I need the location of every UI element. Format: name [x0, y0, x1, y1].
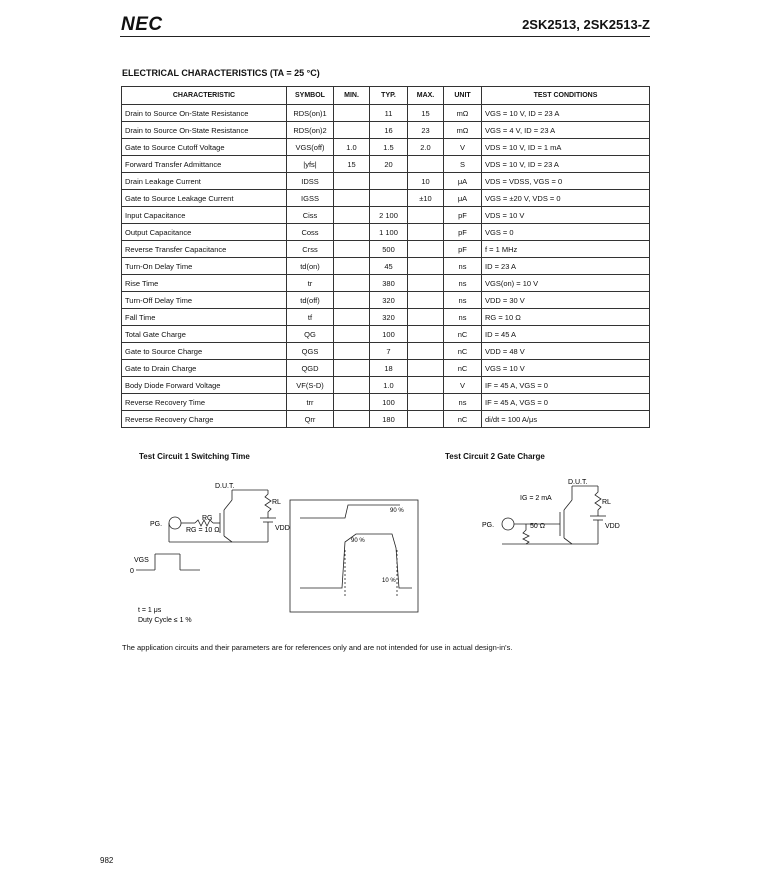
switching-time-circuit — [120, 470, 420, 630]
table-cell-typ: 20 — [370, 156, 408, 173]
table-cell-sym: td(on) — [287, 258, 334, 275]
table-row — [122, 326, 650, 343]
table-cell-max — [408, 394, 444, 411]
table-cell-min — [334, 343, 370, 360]
table-cell-max — [408, 292, 444, 309]
rl-label: RL — [272, 499, 281, 506]
table-cell-typ: 7 — [370, 343, 408, 360]
table-cell-min — [334, 394, 370, 411]
table-cell-cond: VGS = 0 — [482, 224, 650, 241]
table-cell-sym: VF(S-D) — [287, 377, 334, 394]
table-cell-unit: pF — [444, 224, 482, 241]
table-row — [122, 343, 650, 360]
table-header-row — [122, 87, 650, 105]
table-cell-max — [408, 360, 444, 377]
table-cell-min — [334, 224, 370, 241]
table-row — [122, 105, 650, 122]
table-cell-char: Gate to Drain Charge — [122, 360, 287, 377]
dut-label: D.U.T. — [568, 479, 588, 486]
table-row — [122, 207, 650, 224]
table-cell-unit: V — [444, 377, 482, 394]
table-cell-unit: ns — [444, 292, 482, 309]
table-cell-typ: 11 — [370, 105, 408, 122]
table-cell-unit: mΩ — [444, 122, 482, 139]
table-row — [122, 309, 650, 326]
table-cell-min — [334, 207, 370, 224]
table-cell-max — [408, 207, 444, 224]
table-cell-cond: VGS = 10 V, ID = 23 A — [482, 105, 650, 122]
table-cell-min — [334, 292, 370, 309]
table-row — [122, 122, 650, 139]
pg-label: PG. — [482, 522, 495, 529]
table-cell-unit: V — [444, 139, 482, 156]
table-cell-sym: |yfs| — [287, 156, 334, 173]
table-row — [122, 241, 650, 258]
table-cell-unit: ns — [444, 394, 482, 411]
table-cell-cond: VDD = 30 V — [482, 292, 650, 309]
table-cell-cond: di/dt = 100 A/μs — [482, 411, 650, 428]
table-cell-unit: nC — [444, 326, 482, 343]
table-cell-typ: 380 — [370, 275, 408, 292]
table-cell-sym: Coss — [287, 224, 334, 241]
header-rule — [120, 36, 650, 37]
table-cell-unit: nC — [444, 343, 482, 360]
table-cell-unit: ns — [444, 258, 482, 275]
table-cell-max — [408, 156, 444, 173]
zero-label: 0 — [130, 568, 134, 575]
table-cell-char: Drain to Source On-State Resistance — [122, 122, 287, 139]
table-cell-max — [408, 241, 444, 258]
table-row — [122, 377, 650, 394]
table-cell-min — [334, 309, 370, 326]
table-cell-sym: td(off) — [287, 292, 334, 309]
table-cell-max — [408, 343, 444, 360]
vdd-label: VDD — [275, 525, 290, 532]
table-cell-sym: IGSS — [287, 190, 334, 207]
part-numbers: 2SK2513, 2SK2513-Z — [522, 17, 650, 32]
table-cell-unit: nC — [444, 411, 482, 428]
table-row — [122, 360, 650, 377]
table-cell-cond: ID = 23 A — [482, 258, 650, 275]
vgs-label: VGS — [134, 557, 149, 564]
table-cell-typ: 1.5 — [370, 139, 408, 156]
table-cell-max — [408, 224, 444, 241]
table-cell-typ: 320 — [370, 292, 408, 309]
table-cell-unit: S — [444, 156, 482, 173]
resistor-50-label: 50 Ω — [530, 523, 545, 530]
table-row — [122, 258, 650, 275]
circuit2-title: Test Circuit 2 Gate Charge — [445, 452, 545, 461]
table-cell-cond: VDS = 10 V, ID = 1 mA — [482, 139, 650, 156]
table-cell-char: Drain Leakage Current — [122, 173, 287, 190]
table-cell-cond: IF = 45 A, VGS = 0 — [482, 394, 650, 411]
table-cell-cond: VGS(on) = 10 V — [482, 275, 650, 292]
table-cell-typ: 100 — [370, 394, 408, 411]
pulse-width-label: t = 1 μs — [138, 607, 162, 614]
gate-charge-circuit — [480, 472, 630, 552]
table-cell-typ: 45 — [370, 258, 408, 275]
table-row — [122, 292, 650, 309]
table-cell-sym: QGS — [287, 343, 334, 360]
table-cell-min — [334, 411, 370, 428]
pct-90-label: 90 % — [351, 538, 365, 544]
table-cell-cond: IF = 45 A, VGS = 0 — [482, 377, 650, 394]
electrical-characteristics-table — [121, 86, 650, 428]
table-cell-max — [408, 258, 444, 275]
table-cell-cond: f = 1 MHz — [482, 241, 650, 258]
table-row — [122, 224, 650, 241]
table-cell-min — [334, 326, 370, 343]
table-cell-min — [334, 360, 370, 377]
footnote: The application circuits and their parameters are for references only and are not intended for use in actual design-in's. — [122, 643, 513, 652]
section-title: ELECTRICAL CHARACTERISTICS (TA = 25 °C) — [122, 68, 320, 78]
table-cell-sym: RDS(on)2 — [287, 122, 334, 139]
table-cell-sym: Crss — [287, 241, 334, 258]
table-cell-cond: VDS = 10 V, ID = 23 A — [482, 156, 650, 173]
pulse-generator-symbol — [169, 517, 181, 529]
table-cell-max: ±10 — [408, 190, 444, 207]
rg-value: RG = 10 Ω — [186, 527, 220, 534]
table-cell-min — [334, 105, 370, 122]
table-cell-char: Reverse Transfer Capacitance — [122, 241, 287, 258]
table-cell-cond: VGS = 4 V, ID = 23 A — [482, 122, 650, 139]
table-cell-min — [334, 122, 370, 139]
table-cell-max: 10 — [408, 173, 444, 190]
column-header: TEST CONDITIONS — [482, 87, 650, 105]
table-cell-cond: VDS = 10 V — [482, 207, 650, 224]
table-cell-char: Forward Transfer Admittance — [122, 156, 287, 173]
column-header: UNIT — [444, 87, 482, 105]
table-row — [122, 139, 650, 156]
table-cell-char: Reverse Recovery Time — [122, 394, 287, 411]
table-cell-typ: 320 — [370, 309, 408, 326]
table-cell-char: Turn-On Delay Time — [122, 258, 287, 275]
ig-label: IG = 2 mA — [520, 495, 552, 502]
pct-90-label: 90 % — [390, 508, 404, 514]
table-cell-cond: RG = 10 Ω — [482, 309, 650, 326]
table-cell-typ: 2 100 — [370, 207, 408, 224]
table-cell-min — [334, 173, 370, 190]
table-cell-typ: 100 — [370, 326, 408, 343]
table-cell-typ: 500 — [370, 241, 408, 258]
table-cell-max: 15 — [408, 105, 444, 122]
table-cell-sym: QG — [287, 326, 334, 343]
table-cell-sym: trr — [287, 394, 334, 411]
table-cell-max: 2.0 — [408, 139, 444, 156]
table-cell-typ — [370, 190, 408, 207]
table-cell-sym: tr — [287, 275, 334, 292]
table-cell-cond: VGS = ±20 V, VDS = 0 — [482, 190, 650, 207]
table-cell-sym: VGS(off) — [287, 139, 334, 156]
table-cell-unit: mΩ — [444, 105, 482, 122]
table-row — [122, 156, 650, 173]
table-row — [122, 411, 650, 428]
table-cell-typ: 1.0 — [370, 377, 408, 394]
table-cell-char: Reverse Recovery Charge — [122, 411, 287, 428]
vdd-label: VDD — [605, 523, 620, 530]
table-cell-char: Input Capacitance — [122, 207, 287, 224]
table-cell-unit: ns — [444, 275, 482, 292]
table-row — [122, 173, 650, 190]
table-cell-char: Turn-Off Delay Time — [122, 292, 287, 309]
table-cell-sym: tf — [287, 309, 334, 326]
table-cell-max — [408, 411, 444, 428]
table-cell-max — [408, 377, 444, 394]
table-cell-sym: QGD — [287, 360, 334, 377]
table-cell-cond: VDD = 48 V — [482, 343, 650, 360]
table-cell-max — [408, 275, 444, 292]
column-header: SYMBOL — [287, 87, 334, 105]
table-cell-sym: IDSS — [287, 173, 334, 190]
circuit1-title: Test Circuit 1 Switching Time — [139, 452, 250, 461]
table-cell-min — [334, 275, 370, 292]
table-cell-sym: RDS(on)1 — [287, 105, 334, 122]
column-header: MIN. — [334, 87, 370, 105]
table-cell-unit: ns — [444, 309, 482, 326]
table-cell-sym: Qrr — [287, 411, 334, 428]
pg-label: PG. — [150, 521, 163, 528]
table-cell-typ — [370, 173, 408, 190]
rg-label: RG — [202, 515, 213, 522]
table-cell-char: Gate to Source Cutoff Voltage — [122, 139, 287, 156]
table-cell-char: Total Gate Charge — [122, 326, 287, 343]
duty-cycle-label: Duty Cycle ≤ 1 % — [138, 617, 192, 624]
dut-label: D.U.T. — [215, 483, 235, 490]
column-header: CHARACTERISTIC — [122, 87, 287, 105]
table-cell-min — [334, 190, 370, 207]
table-cell-unit: μA — [444, 190, 482, 207]
table-cell-max — [408, 309, 444, 326]
table-cell-min — [334, 258, 370, 275]
table-cell-unit: pF — [444, 207, 482, 224]
page-number: 982 — [100, 856, 114, 865]
table-cell-cond: VGS = 10 V — [482, 360, 650, 377]
table-cell-char: Gate to Source Charge — [122, 343, 287, 360]
table-cell-cond: VDS = VDSS, VGS = 0 — [482, 173, 650, 190]
table-cell-sym: Ciss — [287, 207, 334, 224]
table-cell-char: Drain to Source On-State Resistance — [122, 105, 287, 122]
rl-label: RL — [602, 499, 611, 506]
table-cell-min — [334, 377, 370, 394]
pulse-generator-symbol — [502, 518, 514, 530]
table-cell-min: 15 — [334, 156, 370, 173]
table-row — [122, 190, 650, 207]
table-cell-char: Gate to Source Leakage Current — [122, 190, 287, 207]
table-cell-typ: 180 — [370, 411, 408, 428]
column-header: TYP. — [370, 87, 408, 105]
table-row — [122, 275, 650, 292]
table-cell-char: Rise Time — [122, 275, 287, 292]
table-cell-min — [334, 241, 370, 258]
table-row — [122, 394, 650, 411]
table-cell-typ: 18 — [370, 360, 408, 377]
table-cell-char: Fall Time — [122, 309, 287, 326]
table-cell-max — [408, 326, 444, 343]
table-cell-char: Output Capacitance — [122, 224, 287, 241]
table-cell-unit: nC — [444, 360, 482, 377]
pct-10-label: 10 % — [382, 578, 396, 584]
table-cell-max: 23 — [408, 122, 444, 139]
table-cell-unit: pF — [444, 241, 482, 258]
table-cell-min: 1.0 — [334, 139, 370, 156]
table-cell-char: Body Diode Forward Voltage — [122, 377, 287, 394]
nec-logo: NEC — [121, 14, 163, 35]
table-cell-typ: 1 100 — [370, 224, 408, 241]
table-cell-cond: ID = 45 A — [482, 326, 650, 343]
table-cell-typ: 16 — [370, 122, 408, 139]
table-cell-unit: μA — [444, 173, 482, 190]
column-header: MAX. — [408, 87, 444, 105]
